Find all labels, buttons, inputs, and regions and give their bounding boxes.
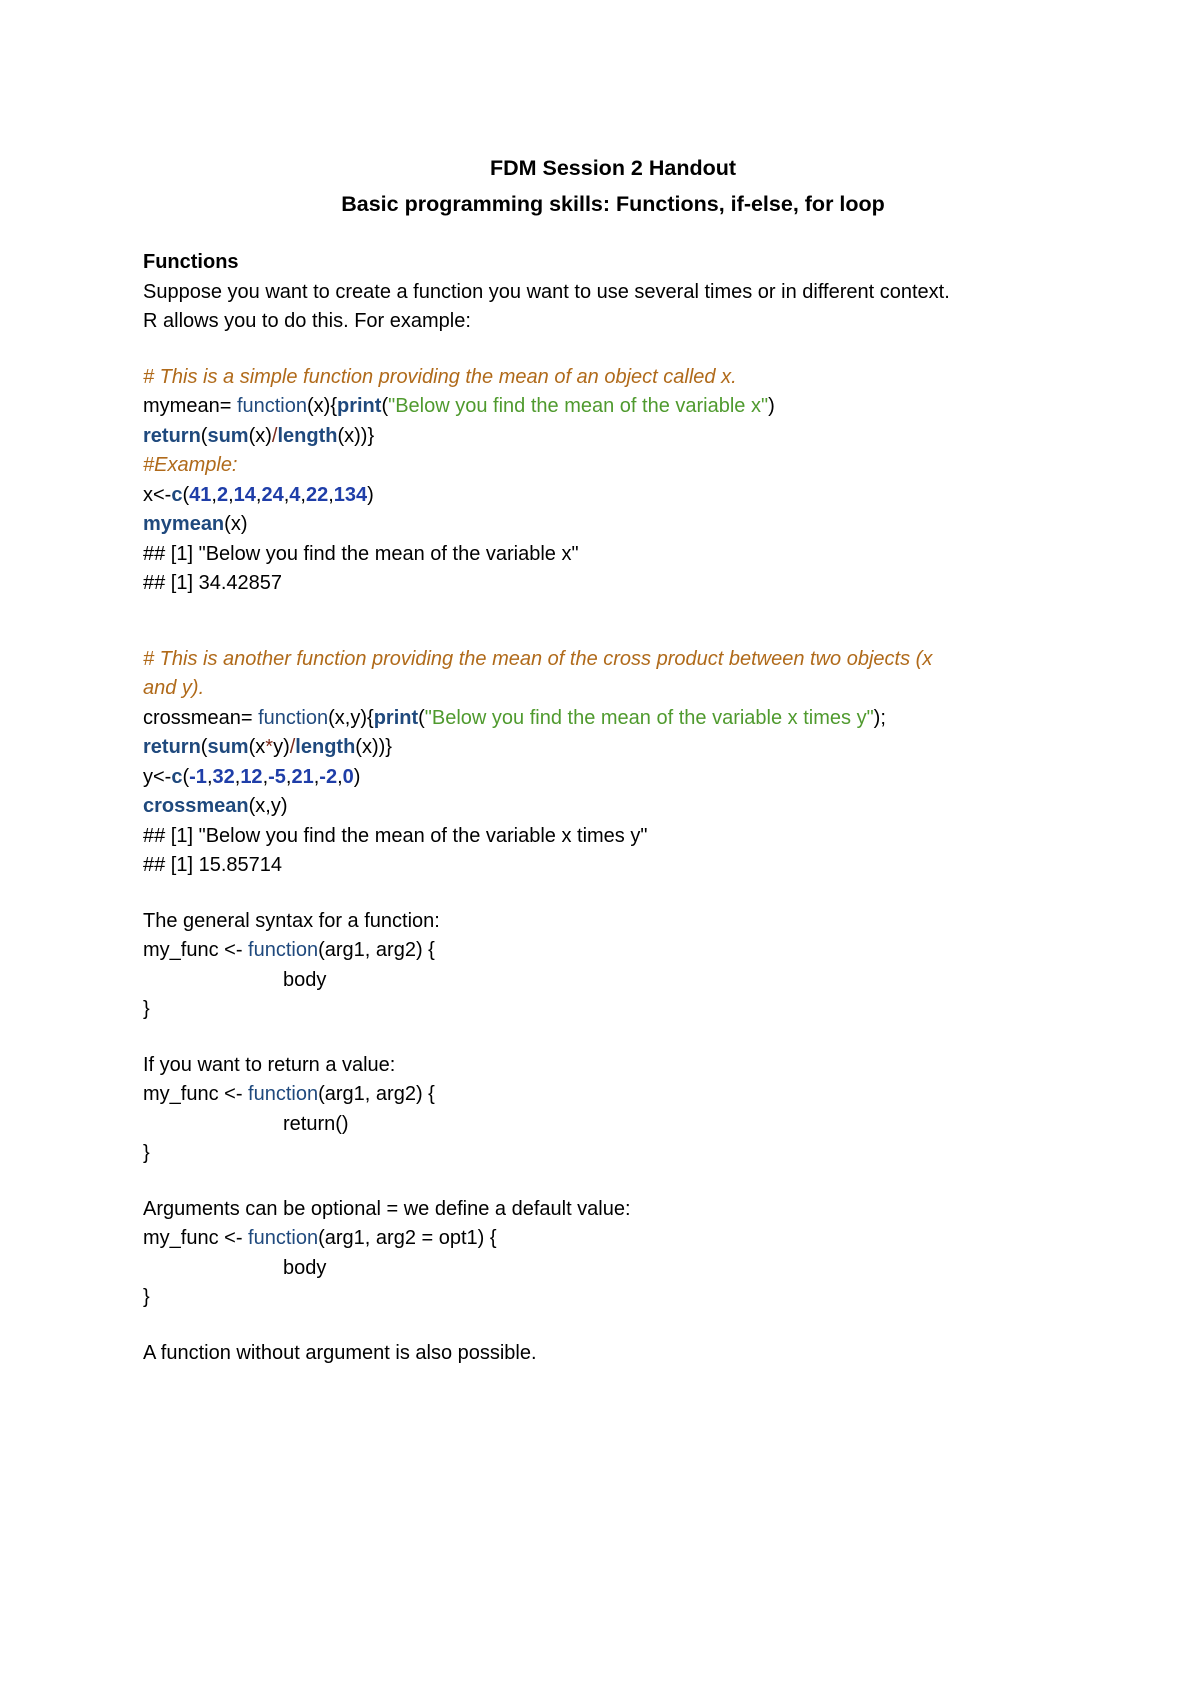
intro-line-1: Suppose you want to create a function you want to use several times or in different context. [143,280,950,303]
code-keyword: function [248,1227,319,1249]
intro-line-2: R allows you to do this. For example: [143,310,471,332]
code-number: 24 [261,483,284,506]
code-keyword: print [373,706,419,729]
code-number: -5 [268,765,286,788]
code-number: 14 [233,483,256,506]
code-token: x<- [143,483,172,506]
code-string: "Below you find the mean of the variable x" [388,395,769,417]
code-token: (x,y) [248,795,288,817]
spacer [143,1313,1083,1339]
spacer [143,222,1083,248]
code-string: "Below you find the mean of the variable x times y" [424,706,874,729]
code-output-2: ## [1] 15.85714 [143,854,283,876]
code-line-y-assign: y<-c(-1,32,12,-5,21,-2,0) [143,765,361,788]
code-token: (x) [248,424,272,447]
syntax-general-body: body [283,968,327,991]
syntax-optional-signature [143,1224,1083,1254]
spacer [143,1025,1083,1051]
code-token: my_func <- [143,1083,249,1105]
code-output-1: ## [1] "Below you find the mean of the variable x times y" [143,824,648,847]
code-comment: # This is another function providing the mean of the cross product between two objects (x [143,647,933,670]
code-line-x-assign: x<-c(41,2,14,24,4,22,134) [143,483,374,506]
syntax-return-body: return() [283,1112,349,1135]
spacer [143,337,1083,363]
code-token: ( [418,706,425,729]
code-token: ( [200,736,208,758]
syntax-optional-intro: Arguments can be optional = we define a default value: [143,1197,631,1220]
code-number: 2 [216,483,229,506]
code-keyword: c [171,483,183,506]
code-token: my_func <- [143,939,249,961]
code-keyword: function [258,706,329,729]
syntax-return-signature [143,1080,1083,1110]
code-line-mymean-def [143,392,1083,422]
code-number: 32 [212,765,235,788]
code-token: ) [768,395,775,417]
spacer [143,599,1083,645]
code-number: 4 [289,483,301,506]
code-keyword: length [295,736,356,758]
code-token: y<- [143,765,172,788]
code-line-mymean-return [143,422,1083,452]
code-comment: and y). [143,677,205,699]
code-token: (x) [224,513,248,535]
syntax-optional-body: body [283,1256,327,1279]
code-token: ( [200,424,208,447]
code-keyword: mymean [143,513,225,535]
code-token: (x))} [337,424,375,447]
syntax-optional-close: } [143,1286,150,1308]
code-output-2: ## [1] 34.42857 [143,572,283,594]
code-line-crossmean-return [143,733,1083,763]
syntax-general-signature [143,936,1083,966]
code-number: 41 [189,483,212,506]
code-number: -1 [189,765,207,788]
code-keyword: sum [207,736,249,758]
code-token: (x,y){ [328,706,374,729]
code-token: (x [248,736,266,758]
code-keyword: c [171,765,183,788]
code-token: ( [381,395,389,417]
code-token: (arg1, arg2) { [318,939,435,961]
syntax-return-close: } [143,1142,150,1164]
code-comment-example: #Example: [143,454,238,476]
code-line-mymean-call [143,510,1083,540]
code-output-1: ## [1] "Below you find the mean of the variable x" [143,542,579,565]
page-subtitle: Basic programming skills: Functions, if-else, for loop [341,192,885,216]
code-token: ) [367,483,374,506]
code-token: crossmean= [143,706,259,729]
document-content [143,150,1083,1368]
code-token: ) [353,765,361,788]
code-token: ); [873,706,886,729]
code-token: (x){ [307,395,337,417]
syntax-return-intro: If you want to return a value: [143,1053,396,1076]
code-line-crossmean-def [143,704,1083,734]
code-token: (arg1, arg2 = opt1) { [318,1227,497,1249]
code-number: 21 [291,765,314,788]
code-keyword: print [337,395,382,417]
code-operator: * [265,736,274,758]
code-token: (x))} [355,736,392,758]
code-operator: / [289,736,296,758]
spacer [143,1169,1083,1195]
closing-text: A function without argument is also possible. [143,1341,537,1364]
section-heading-functions: Functions [143,251,239,273]
code-keyword: function [236,395,307,417]
code-token: y) [273,736,290,758]
code-number: 22 [305,483,329,506]
code-token: (arg1, arg2) { [318,1083,435,1105]
code-operator: / [271,424,278,447]
syntax-general-close: } [143,998,150,1020]
page-title: FDM Session 2 Handout [489,156,737,180]
code-line-crossmean-call [143,792,1083,822]
code-token: ( [182,483,190,506]
code-keyword: length [277,424,338,447]
code-comment: # This is a simple function providing the mean of an object called x. [143,365,737,388]
spacer [143,881,1083,907]
code-number: 12 [240,765,263,788]
code-token: mymean= [143,395,237,417]
code-number: 134 [333,483,368,506]
code-number: 0 [342,765,354,788]
code-keyword: function [248,1083,319,1105]
code-token: my_func <- [143,1227,249,1249]
code-number: -2 [319,765,338,788]
code-keyword: crossmean [143,795,249,817]
code-keyword: return [143,424,201,447]
code-keyword: return [143,736,201,758]
syntax-general-intro: The general syntax for a function: [143,909,440,932]
code-token: ( [182,765,190,788]
code-keyword: sum [207,424,249,447]
code-keyword: function [248,939,319,961]
